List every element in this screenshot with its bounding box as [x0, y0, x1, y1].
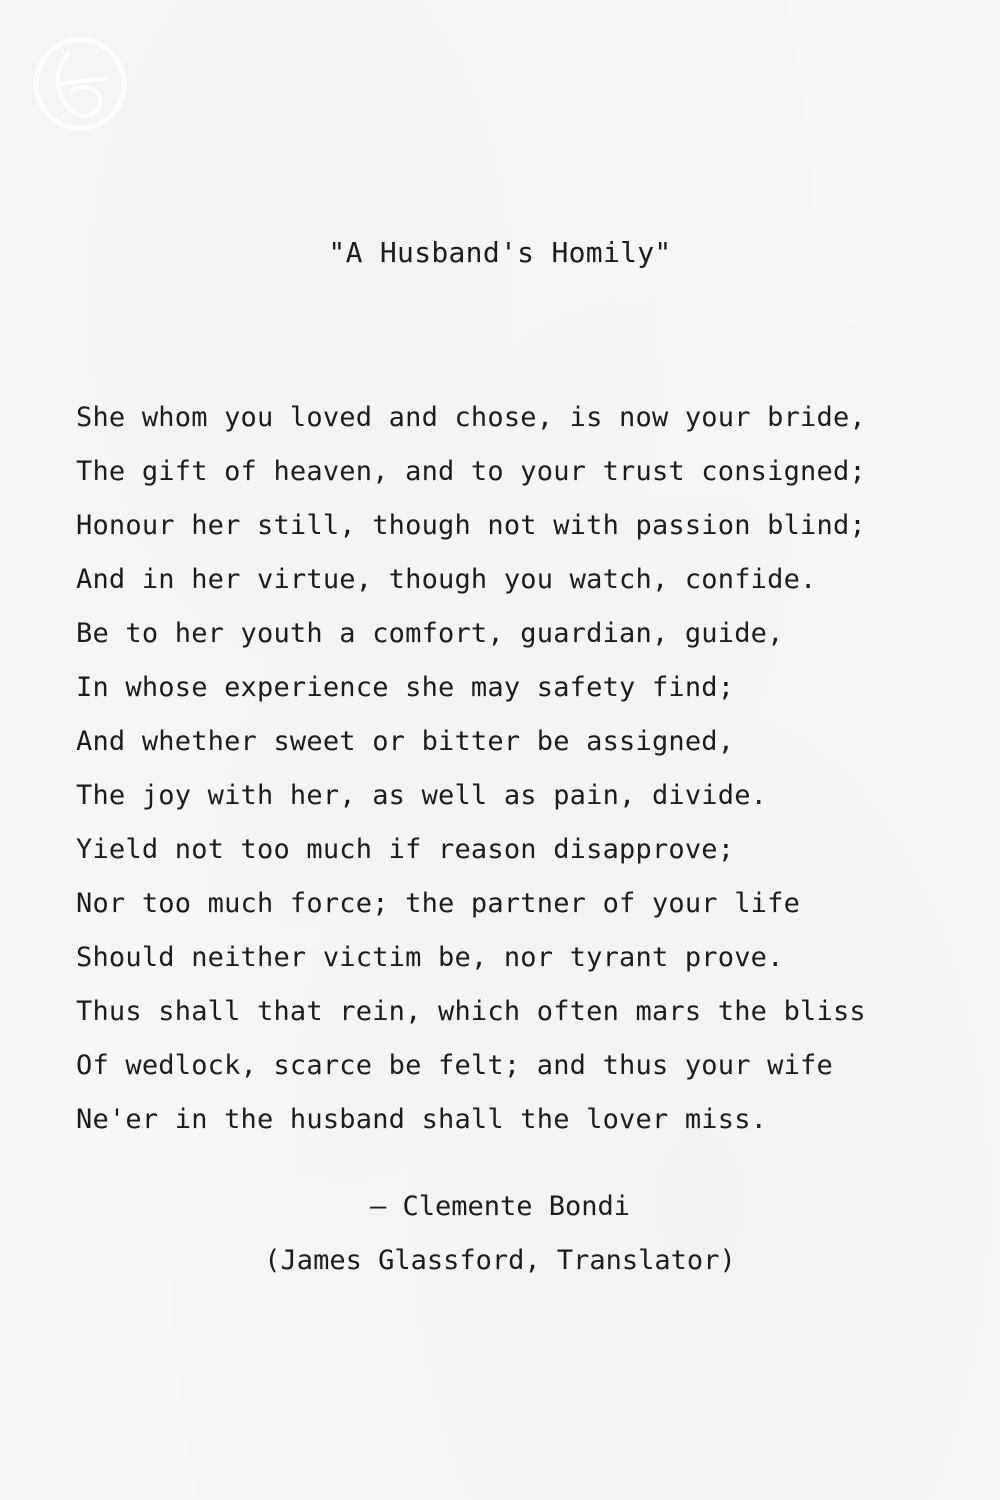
author-name: – Clemente Bondi [369, 1191, 631, 1222]
translator-credit: (James Glassford, Translator) [264, 1245, 736, 1276]
poem-line: Thus shall that rein, which often mars the bliss [76, 996, 866, 1027]
poem-line: The joy with her, as well as pain, divide. [76, 780, 768, 811]
poem-body [76, 391, 976, 1147]
poem-line: Be to her youth a comfort, guardian, guide, [76, 618, 784, 649]
poem-line: She whom you loved and chose, is now your bride, [76, 402, 866, 433]
poem-line: Should neither victim be, nor tyrant prove. [76, 942, 784, 973]
attribution [0, 1180, 1000, 1288]
poem-line: And in her virtue, though you watch, confide. [76, 564, 817, 595]
poem-line: In whose experience she may safety find; [76, 672, 735, 703]
poem-line: Ne'er in the husband shall the lover miss. [76, 1104, 768, 1135]
poem-line: Honour her still, though not with passion blind; [76, 510, 866, 541]
poem-line: The gift of heaven, and to your trust consigned; [76, 456, 866, 487]
poem-line: Nor too much force; the partner of your life [76, 888, 801, 919]
poem-line: And whether sweet or bitter be assigned, [76, 726, 735, 757]
circle-monogram-watermark-icon [30, 34, 130, 134]
poem-line: Of wedlock, scarce be felt; and thus your wife [76, 1050, 833, 1081]
poem-line: Yield not too much if reason disapprove; [76, 834, 735, 865]
poem-title: "A Husband's Homily" [328, 236, 672, 269]
